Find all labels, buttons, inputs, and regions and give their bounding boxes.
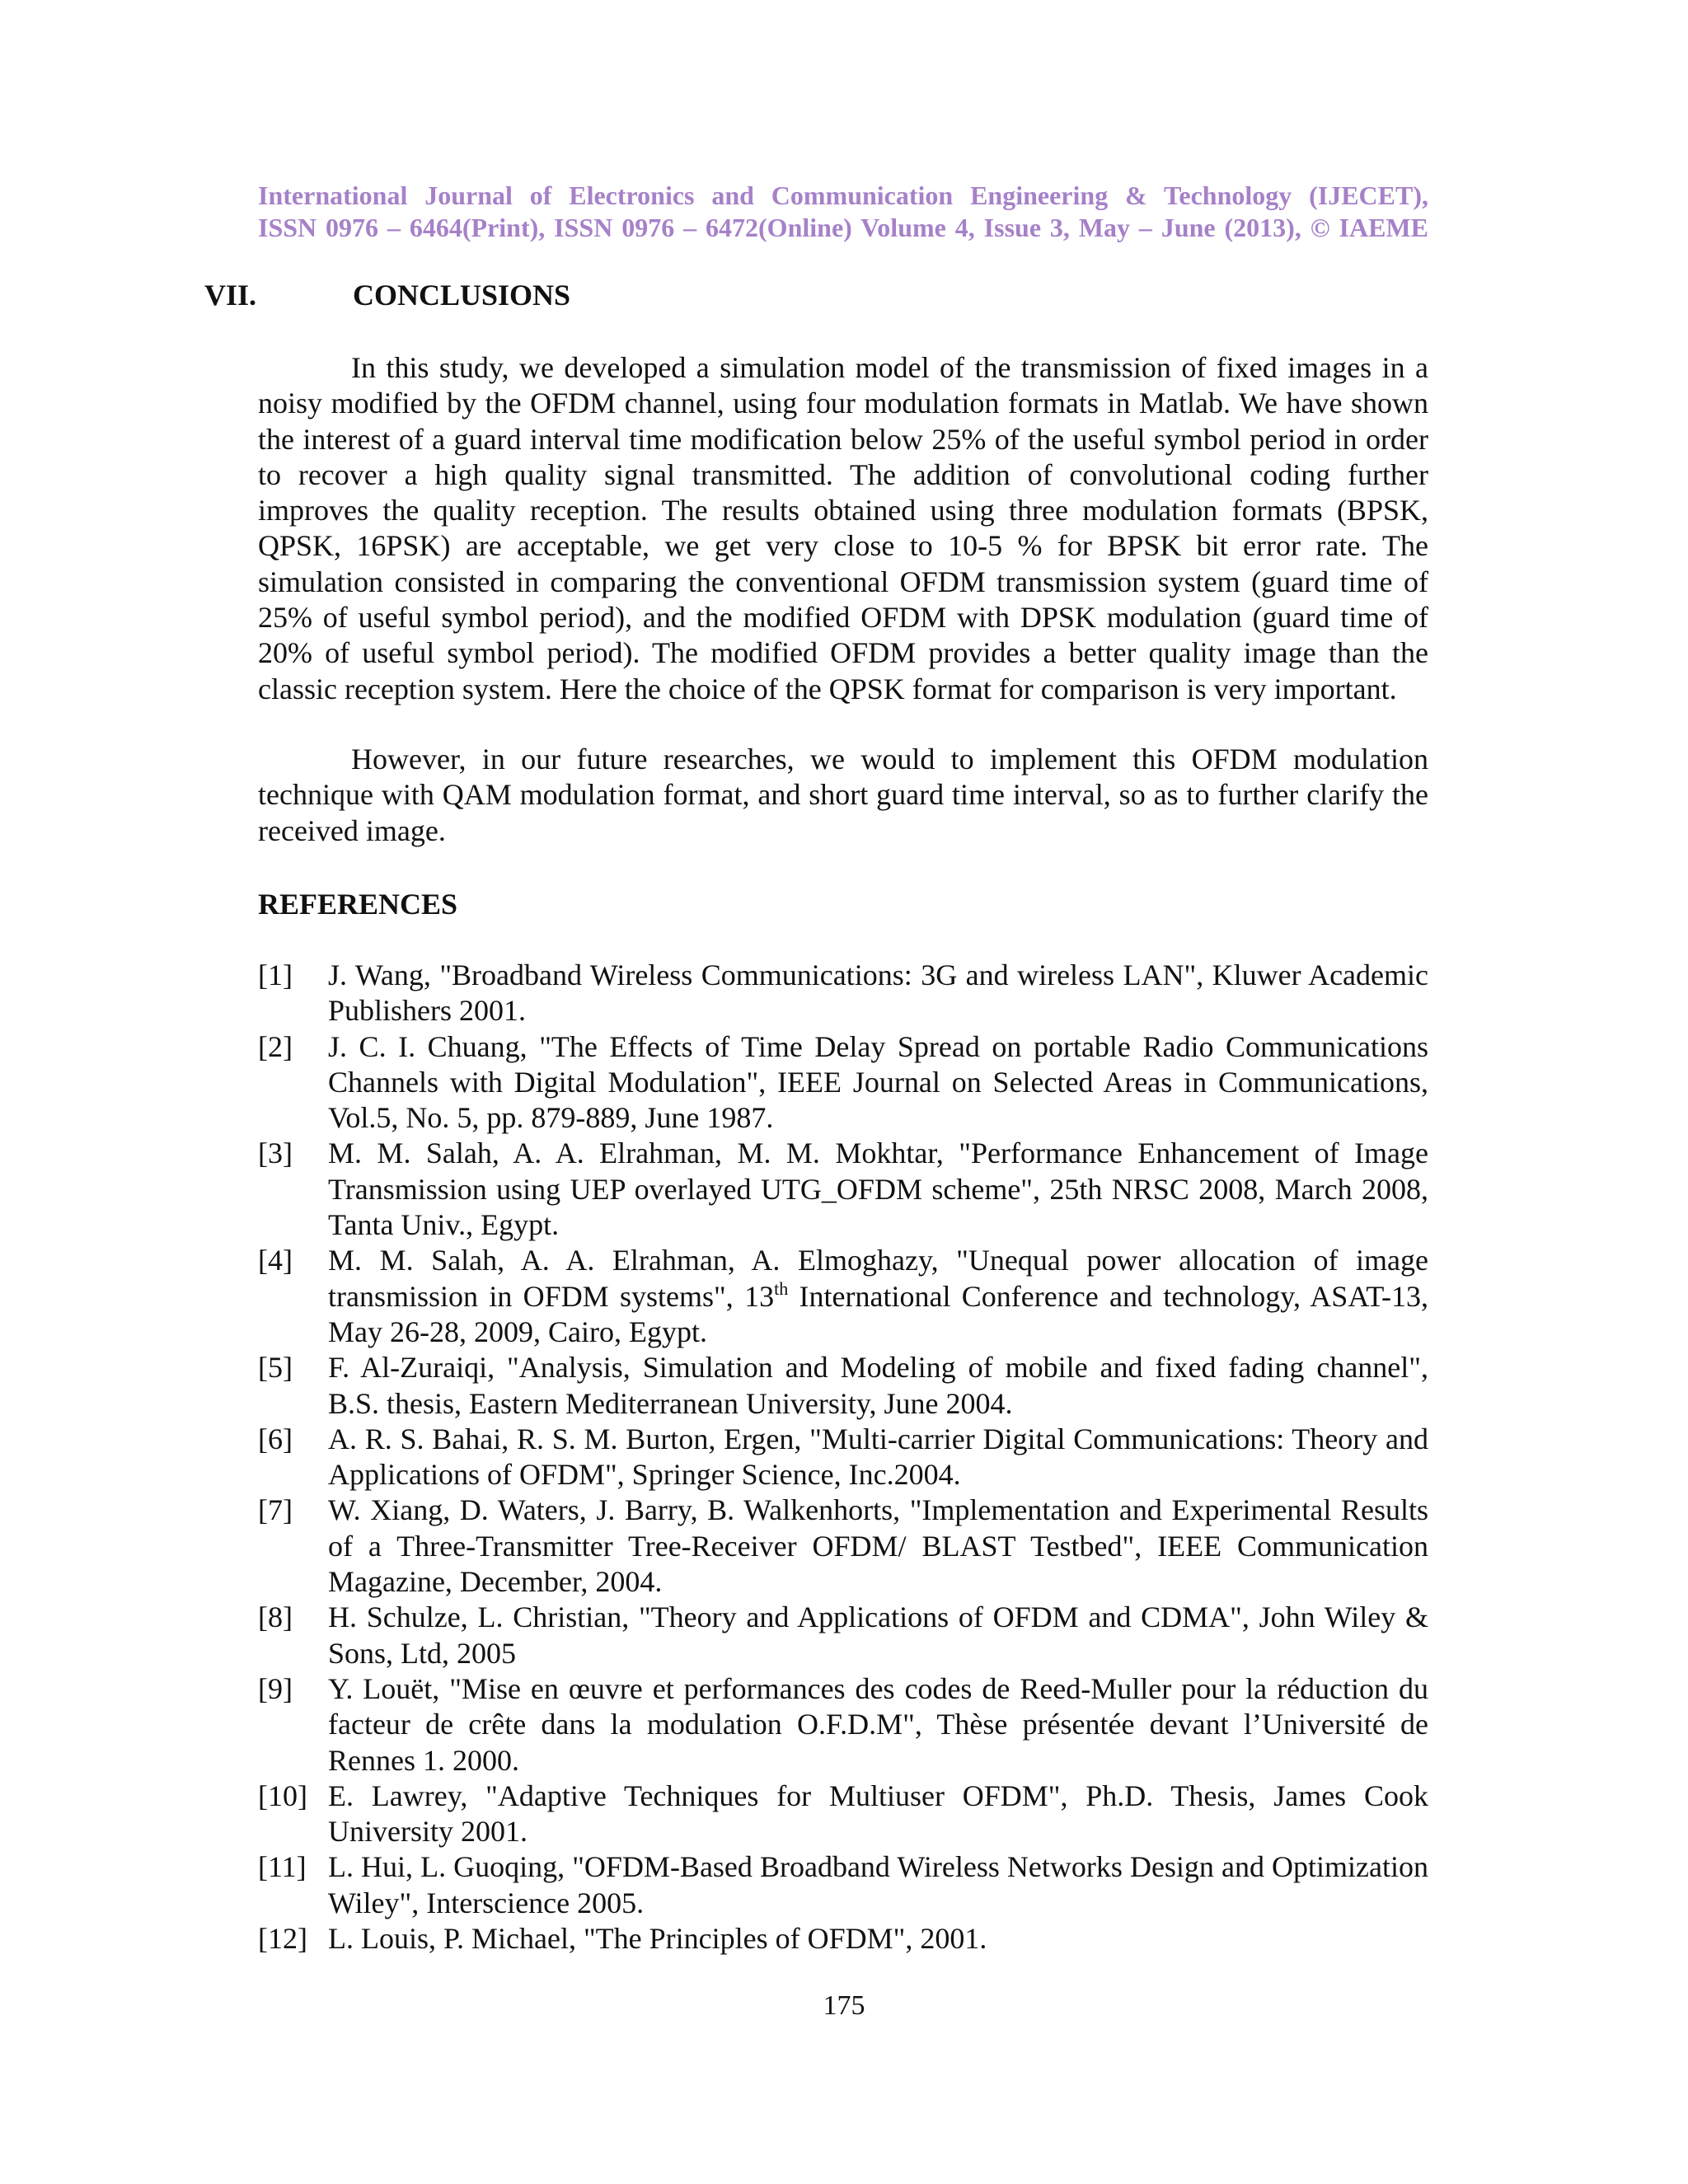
reference-item xyxy=(258,1779,1428,1850)
reference-item xyxy=(258,1422,1428,1493)
reference-number: [9] xyxy=(258,1671,293,1705)
reference-text: E. Lawrey, "Adaptive Techniques for Multiuser OFDM", Ph.D. Thesis, James Cook University 2001. xyxy=(328,1779,1428,1849)
reference-text: F. Al-Zuraiqi, "Analysis, Simulation and Modeling of mobile and fixed fading channel", B.S. thesis, Eastern Mediterranean University, June 2004. xyxy=(328,1351,1428,1420)
reference-number: [10] xyxy=(258,1779,307,1812)
section-title: CONCLUSIONS xyxy=(353,279,571,312)
reference-item xyxy=(258,958,1428,1029)
reference-text-part: International Conference and technology, ASAT-13, May 26-28, 2009, Cairo, Egypt. xyxy=(328,1279,1428,1348)
reference-text: L. Louis, P. Michael, "The Principles of OFDM", 2001. xyxy=(328,1922,987,1956)
references-heading: REFERENCES xyxy=(258,888,458,921)
reference-item xyxy=(258,1671,1428,1779)
paragraph-text: However, in our future researches, we would to implement this OFDM modulation technique with QAM modulation format, and short guard time interval, so as to further clarify the received image. xyxy=(258,743,1428,847)
reference-number: [8] xyxy=(258,1601,293,1634)
reference-number: [6] xyxy=(258,1422,293,1455)
reference-number: [1] xyxy=(258,958,293,991)
reference-number: [5] xyxy=(258,1351,293,1385)
reference-number: [3] xyxy=(258,1137,293,1170)
reference-item xyxy=(258,1493,1428,1600)
reference-text: L. Hui, L. Guoqing, "OFDM-Based Broadband Wireless Networks Design and Optimization Wiley", Interscience 2005. xyxy=(328,1850,1428,1919)
reference-text: Y. Louët, "Mise en œuvre et performances des codes de Reed-Muller pour la réduction du facteur de crête dans la modulation O.F.D.M", Thèse présentée devant l’Université de Rennes 1. 2000. xyxy=(328,1671,1428,1777)
reference-text: W. Xiang, D. Waters, J. Barry, B. Walkenhorts, "Implementation and Experimental Results of a Three-Transmitter Tree-Receiver OFDM/ BLAST Testbed", IEEE Communication Magazine, December, 2004. xyxy=(328,1493,1428,1599)
reference-item xyxy=(258,1849,1428,1921)
reference-number: [12] xyxy=(258,1922,307,1956)
reference-item xyxy=(258,1600,1428,1671)
reference-list xyxy=(258,958,1428,1957)
reference-text: J. Wang, "Broadband Wireless Communications: 3G and wireless LAN", Kluwer Academic Publishers 2001. xyxy=(328,958,1428,1028)
reference-number: [7] xyxy=(258,1493,293,1527)
conclusions-paragraph-2 xyxy=(258,742,1428,849)
journal-header-line-2: ISSN 0976 – 6464(Print), ISSN 0976 – 6472(Online) Volume 4, Issue 3, May – June (2013), © IAEME xyxy=(258,213,1428,242)
section-heading xyxy=(204,277,570,313)
page-number: 175 xyxy=(823,1990,865,2021)
reference-number: [2] xyxy=(258,1029,293,1063)
journal-header-line-1: International Journal of Electronics and Communication Engineering & Technology (IJECET), xyxy=(258,180,1428,210)
reference-item xyxy=(258,1350,1428,1422)
paragraph-text: In this study, we developed a simulation model of the transmission of fixed images in a noisy modified by the OFDM channel, using four modulation formats in Matlab. We have shown the interest of a guard interval time modification below 25% of the useful symbol period in order to recover a high quality signal transmitted. The addition of convolutional coding further improves the quality reception. The results obtained using three modulation formats (BPSK, QPSK, 16PSK) are acceptable, we get very close to 10-5 % for BPSK bit error rate. The simulation consisted in comparing the conventional OFDM transmission system (guard time of 25% of useful symbol period), and the modified OFDM with DPSK modulation (guard time of 20% of useful symbol period). The modified OFDM provides a better quality image than the classic reception system. Here the choice of the QPSK format for comparison is very important. xyxy=(258,351,1428,705)
reference-number: [11] xyxy=(258,1850,307,1884)
reference-number: [4] xyxy=(258,1244,293,1277)
reference-text: J. C. I. Chuang, "The Effects of Time Delay Spread on portable Radio Communications Channels with Digital Modulation", IEEE Journal on Selected Areas in Communications, Vol.5, No. 5, pp. 879-889, June 1987. xyxy=(328,1029,1428,1135)
ordinal-superscript: th xyxy=(774,1277,789,1299)
reference-item xyxy=(258,1029,1428,1137)
reference-text: M. M. Salah, A. A. Elrahman, M. M. Mokhtar, "Performance Enhancement of Image Transmission using UEP overlayed UTG_OFDM scheme", 25th NRSC 2008, March 2008, Tanta Univ., Egypt. xyxy=(328,1137,1428,1242)
reference-item xyxy=(258,1921,1428,1957)
section-number: VII. xyxy=(204,279,257,312)
reference-text: A. R. S. Bahai, R. S. M. Burton, Ergen, "Multi-carrier Digital Communications: Theory and Applications of OFDM", Springer Science, Inc.2004. xyxy=(328,1422,1428,1492)
conclusions-paragraph-1 xyxy=(258,350,1428,707)
reference-text-part: M. M. Salah, A. A. Elrahman, A. Elmoghazy, "Unequal power allocation of image transmission in OFDM systems", 13 xyxy=(328,1244,1428,1313)
reference-text: H. Schulze, L. Christian, "Theory and Applications of OFDM and CDMA", John Wiley & Sons, Ltd, 2005 xyxy=(328,1601,1428,1670)
reference-item xyxy=(258,1136,1428,1243)
journal-header xyxy=(258,180,1428,244)
reference-item xyxy=(258,1243,1428,1350)
reference-text xyxy=(328,1243,1428,1350)
